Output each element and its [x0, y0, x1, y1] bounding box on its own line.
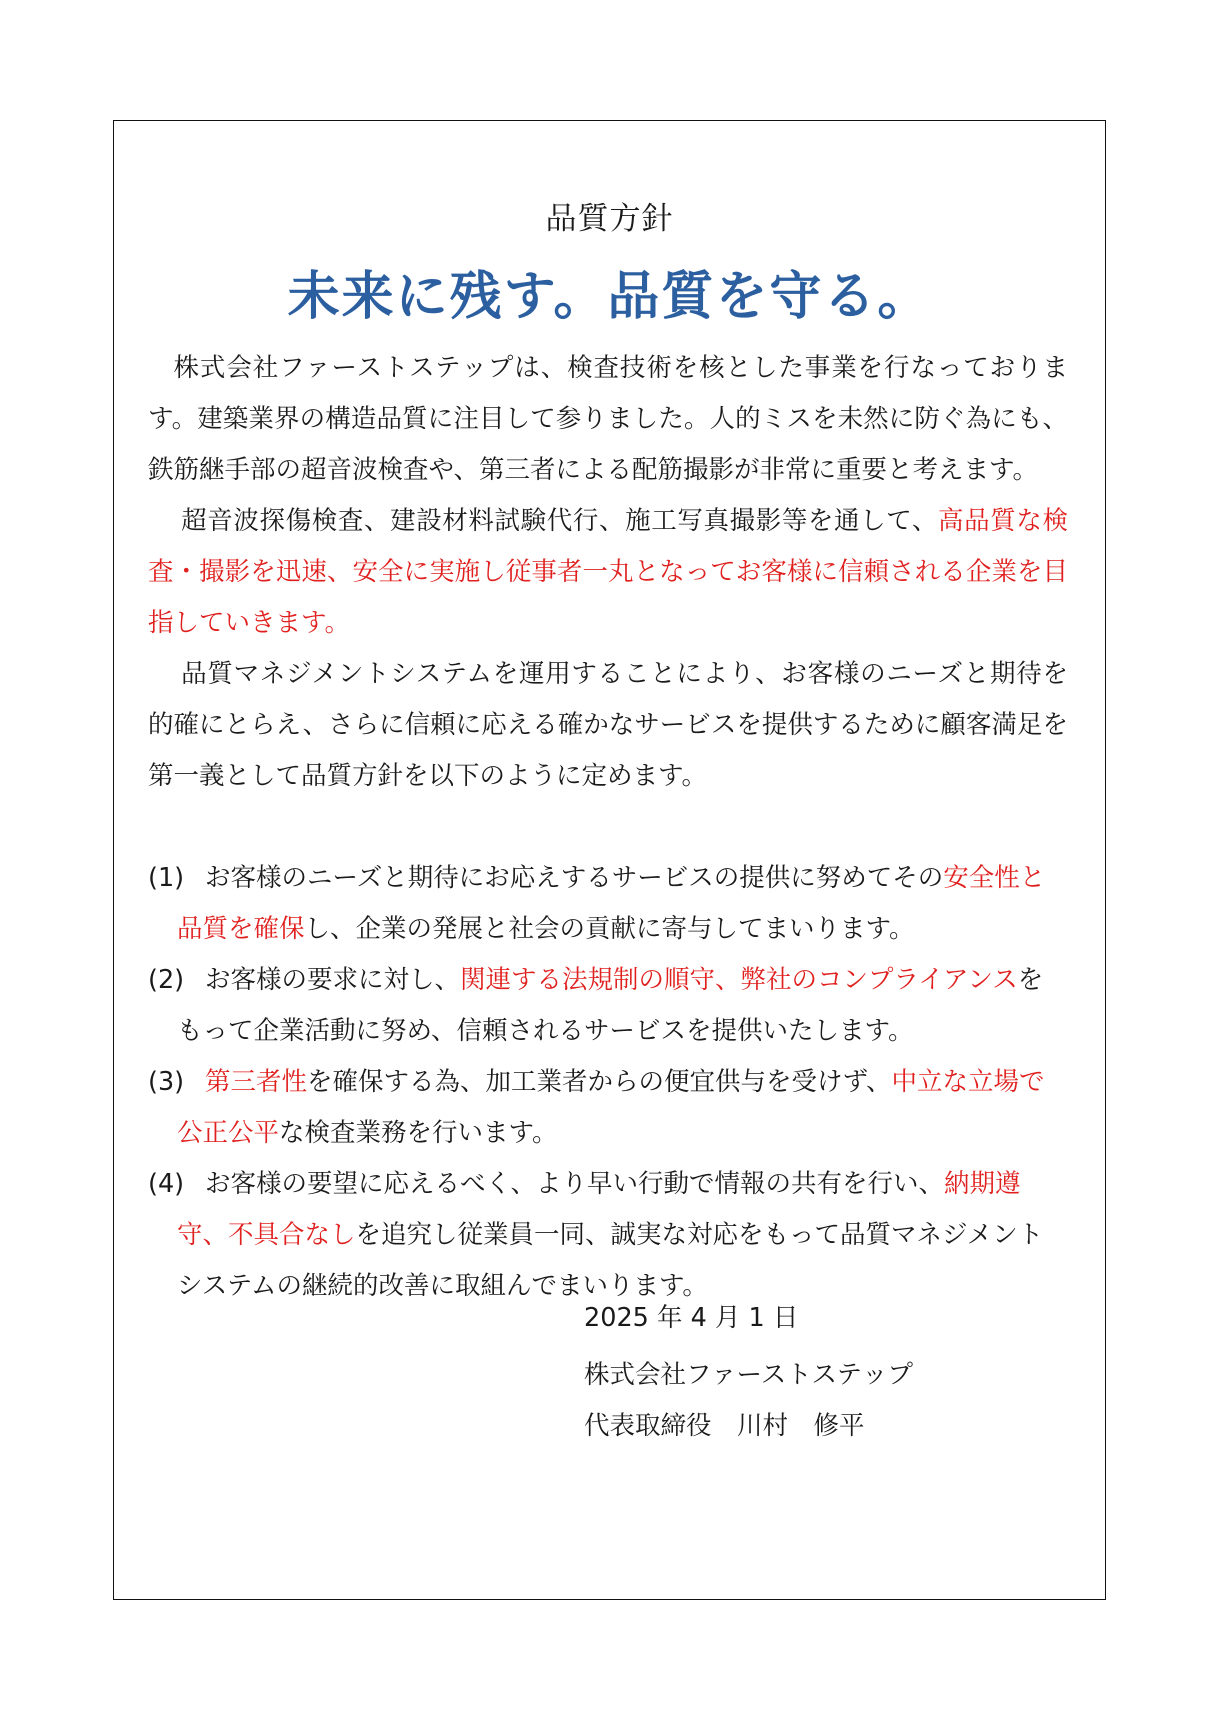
item-text [177, 1169, 1043, 1301]
representative-name: 代表取締役 川村 修平 [584, 1411, 865, 1441]
policy-item-4 [148, 1159, 1068, 1312]
qms-paragraph: 品質マネジメントシステムを運用することにより、お客様のニーズと期待を的確にとらえ、さらに信頼に応える確かなサービスを提供するために顧客満足を第一義として品質方針を以下のように定めます。 [148, 659, 1068, 791]
slogan: 未来に残す。品質を守る。 [287, 266, 932, 327]
mission-paragraph [148, 496, 1068, 649]
intro-paragraph: 株式会社ファーストステップは、検査技術を核とした事業を行なっております。建築業界の構造品質に注目して参りました。人的ミスを未然に防ぐ為にも、鉄筋継手部の超音波検査や、第三者による配筋撮影が非常に重要と考えます。 [148, 353, 1068, 485]
policy-item-2 [148, 955, 1068, 1057]
item-highlight-b: 関連する法規制の順守、弊社のコンプライアンス [460, 965, 1018, 995]
item-text-c: を追究し従業員一同、誠実な対応をもって品質マネジメントシステムの継続的改善に取組んでまいります。 [177, 1220, 1044, 1301]
issue-date: 2025 年 4 月 1 日 [584, 1303, 799, 1333]
mission-highlight: 高品質な検査・撮影を迅速、安全に実施し従事者一丸となってお客様に信頼される企業を目指していきます。 [148, 506, 1068, 638]
item-text [177, 965, 1043, 1046]
item-text-c: をもって企業活動に努め、信頼されるサービスを提供いたします。 [177, 965, 1044, 1046]
policy-item-1 [148, 853, 1068, 955]
page-title: 品質方針 [545, 201, 674, 237]
item-text-a: お客様の要求に対し、 [205, 965, 461, 995]
item-number: (1) [148, 863, 185, 893]
item-number: (3) [148, 1067, 185, 1097]
item-text-a: お客様のニーズと期待にお応えするサービスの提供に努めてその [205, 863, 944, 893]
company-name: 株式会社ファーストステップ [584, 1360, 913, 1390]
mission-text: 超音波探傷検査、建設材料試験代行、施工写真撮影等を通して、 [181, 506, 939, 536]
item-highlight-b: 安全性と品質を確保 [177, 863, 1046, 944]
item-highlight-d: 中立な立場で公正公平 [177, 1067, 1045, 1148]
item-text [177, 1067, 1045, 1148]
policy-item-3 [148, 1057, 1068, 1159]
item-text-c: を確保する為、加工業者からの便宜供与を受けず、 [307, 1067, 892, 1097]
policy-body [148, 343, 1068, 1312]
item-number: (4) [148, 1169, 185, 1199]
item-highlight-b: 第三者性 [205, 1067, 308, 1097]
item-text-a: お客様の要望に応えるべく、より早い行動で情報の共有を行い、 [205, 1169, 944, 1199]
item-highlight-b: 納期遵守、不具合なし [177, 1169, 1021, 1250]
item-text [177, 863, 1045, 944]
item-text-c: し、企業の発展と社会の貢献に寄与してまいります。 [304, 914, 915, 944]
item-number: (2) [148, 965, 185, 995]
section-spacer [148, 802, 1068, 853]
item-text-e: な検査業務を行います。 [279, 1118, 558, 1148]
signature-block [584, 1293, 913, 1452]
